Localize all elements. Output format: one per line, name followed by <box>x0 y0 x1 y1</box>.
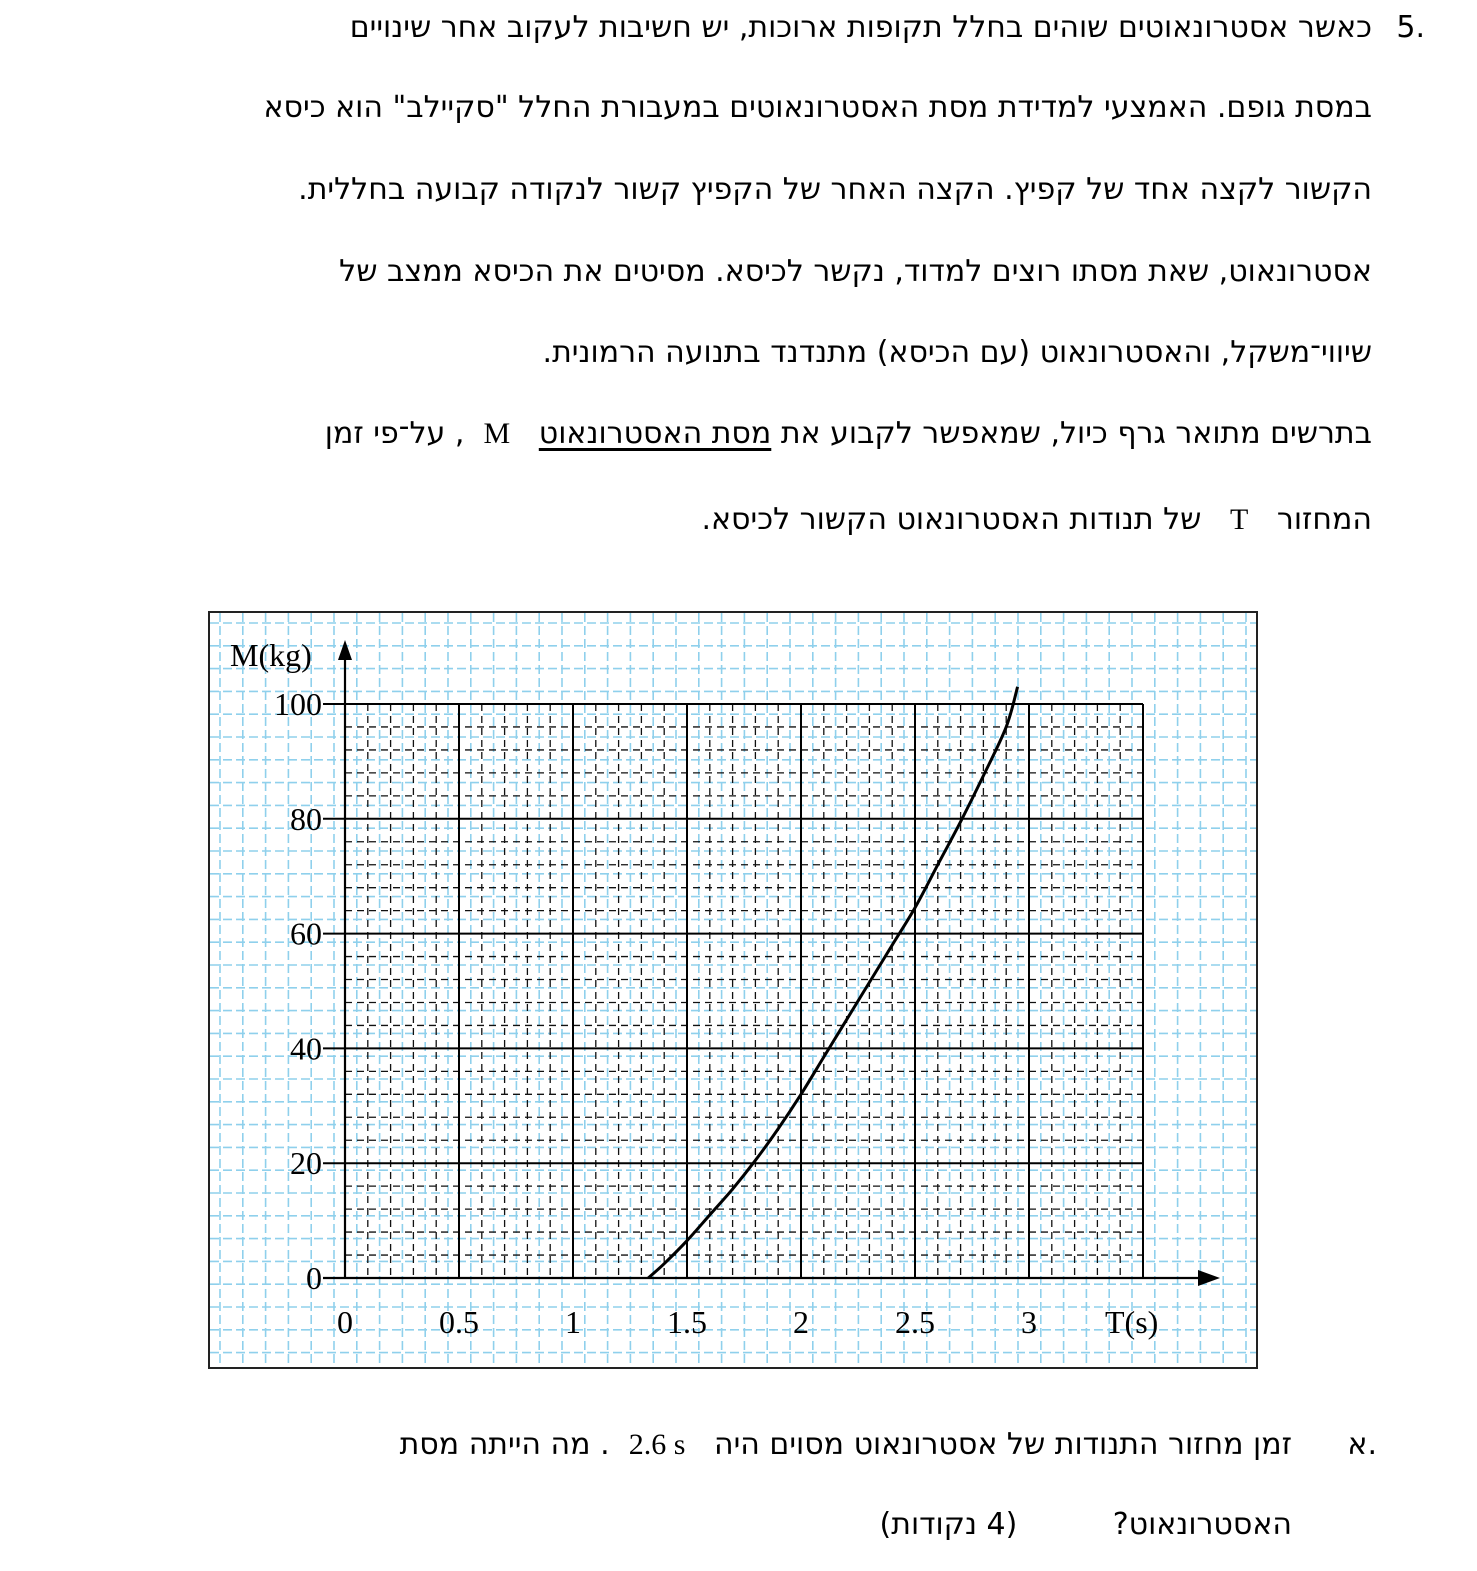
y-tick-label: 0 <box>306 1260 322 1296</box>
question-line-5: שיווי־משקל, והאסטרונאוט (עם הכיסא) מתנדנד בתנועה הרמונית. <box>542 335 1372 370</box>
part-a-line-2 <box>880 1505 1292 1545</box>
line7-after: של תנודות האסטרונאוט הקשור לכיסא. <box>701 502 1202 537</box>
part-a-line1-after: . מה הייתה מסת <box>399 1427 610 1462</box>
line7-before: המחזור <box>1276 502 1372 537</box>
y-tick-label: 40 <box>290 1030 322 1067</box>
question-number: 5. <box>1396 10 1425 45</box>
question-line-4: אסטרונאוט, שאת מסתו רוצים למדוד, נקשר לכיסא. מסיטים את הכיסא ממצב של <box>339 254 1372 289</box>
x-axis-label: T(s) <box>1105 1304 1159 1340</box>
given-period: 2.6 s <box>628 1428 686 1461</box>
x-tick-label: 0.5 <box>439 1304 479 1340</box>
y-tick-label: 100 <box>274 686 322 722</box>
question-line-3: הקשור לקצה אחד של קפיץ. הקצה האחר של הקפיץ קשור לנקודה קבועה בחללית. <box>298 172 1372 207</box>
astronaut-mass-underlined: מסת האסטרונאוט <box>538 416 772 451</box>
part-a-line2: האסטרונאוט? <box>1112 1507 1292 1542</box>
x-tick-label: 2 <box>793 1304 809 1340</box>
part-a-line-1 <box>400 1425 1292 1465</box>
period-symbol: T <box>1229 503 1249 536</box>
y-tick-label: 60 <box>290 915 322 952</box>
x-tick-label: 1 <box>565 1304 581 1340</box>
x-tick-label: 1.5 <box>667 1304 707 1340</box>
x-tick-label: 3 <box>1021 1304 1037 1340</box>
part-a-letter: א. <box>1347 1427 1377 1462</box>
y-tick-label: 80 <box>290 800 322 837</box>
y-tick-label: 20 <box>290 1145 322 1182</box>
y-axis-label: M(kg) <box>230 637 312 673</box>
x-tick-label: 2.5 <box>895 1304 935 1340</box>
part-a-points: (4 נקודות) <box>879 1507 1018 1542</box>
question-line-1: כאשר אסטרונאוטים שוהים בחלל תקופות ארוכות, יש חשיבות לעקוב אחר שינויים <box>349 10 1372 45</box>
line6-before: בתרשים מתואר גרף כיול, שמאפשר לקבוע את <box>780 416 1372 451</box>
mass-symbol: M <box>483 417 511 450</box>
line6-after: , על־פי זמן <box>324 416 465 451</box>
x-tick-label: 0 <box>337 1304 353 1340</box>
question-line-2: במסת גופם. האמצעי למדידת מסת האסטרונאוטים במעבורת החלל "סקיילב" הוא כיסא <box>263 90 1372 125</box>
part-a-line1-before: זמן מחזור התנודות של אסטרונאוט מסוים היה <box>713 1427 1292 1462</box>
